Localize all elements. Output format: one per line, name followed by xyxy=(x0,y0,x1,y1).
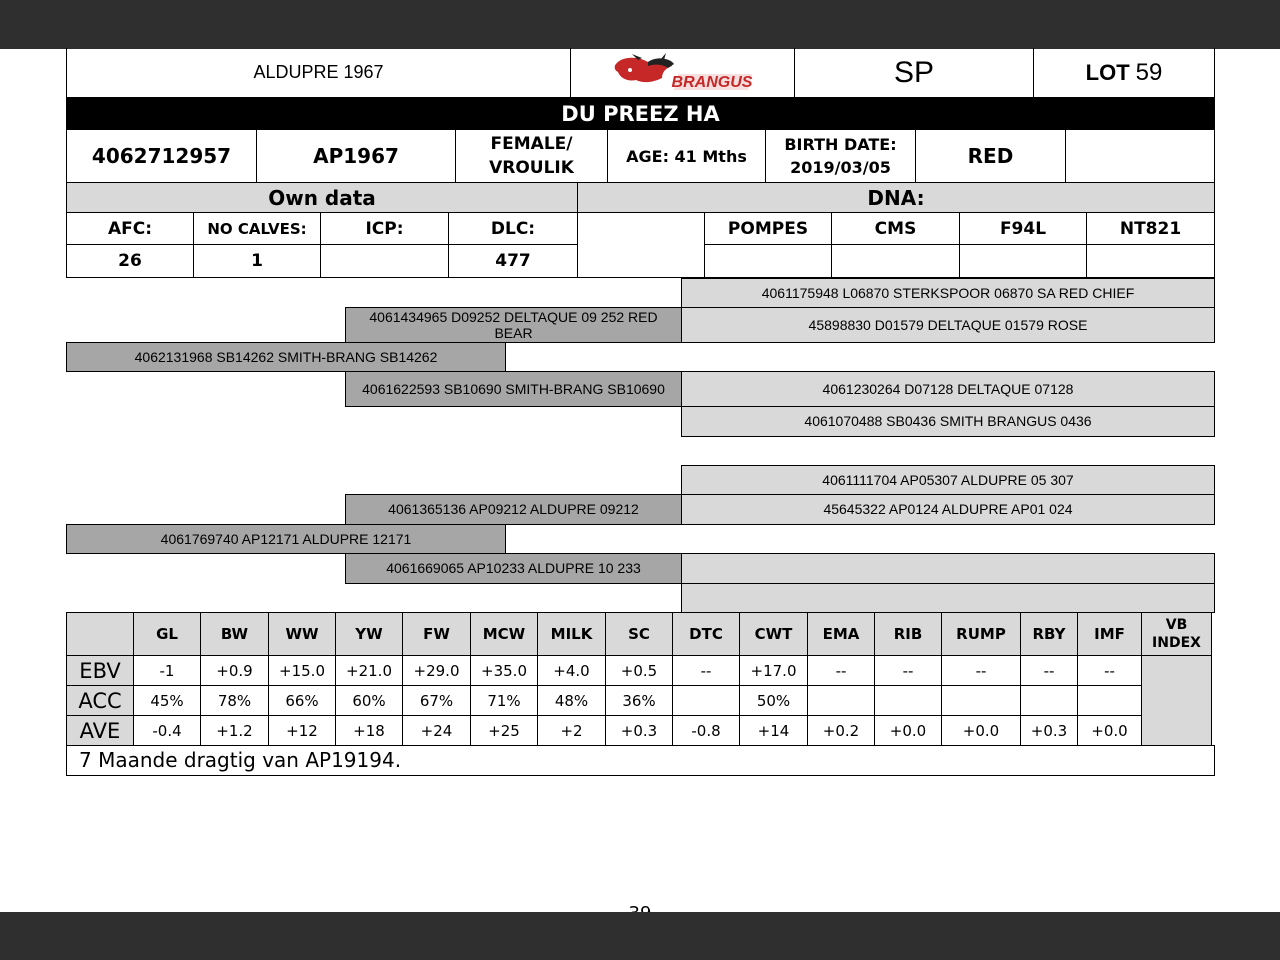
acc-value-cell xyxy=(875,686,942,716)
vb-index-label-1: VB xyxy=(1165,617,1188,633)
icp-value-cell xyxy=(320,244,449,278)
dna-header-pompes xyxy=(704,212,832,245)
colour-cell xyxy=(915,129,1066,183)
ebv-value-cell: -- xyxy=(673,656,740,686)
ave-value-cell: +0.0 xyxy=(942,716,1021,746)
ebv-row-label: EBV xyxy=(67,656,134,686)
dna-title xyxy=(577,182,1215,213)
pedigree-dsd-text: 45645322 AP0124 ALDUPRE AP01 024 xyxy=(823,501,1073,517)
ebv-header-cell: YW xyxy=(336,613,403,656)
ebv-header-cell: SC xyxy=(606,613,673,656)
breeder-bar xyxy=(66,97,1215,130)
dna-header-pompes-text: POMPES xyxy=(727,218,809,239)
dlc-header-text: DLC: xyxy=(490,218,536,239)
ebv-table xyxy=(66,612,1212,746)
pedigree-dam-sire-dam xyxy=(681,494,1215,525)
grade-cell xyxy=(794,48,1034,98)
pedigree-dam-dam-sire xyxy=(681,553,1215,584)
ave-value-cell: +24 xyxy=(403,716,471,746)
ave-value-cell: +2 xyxy=(538,716,606,746)
lot-label: LOT xyxy=(1085,59,1130,85)
pedigree-sire-dam-dam xyxy=(681,406,1215,437)
ebv-value-cell: +15.0 xyxy=(269,656,336,686)
pedigree-dam-text: 4061769740 AP12171 ALDUPRE 12171 xyxy=(160,530,412,547)
afc-header-text: AFC: xyxy=(107,218,153,239)
no-calves-header-text: NO CALVES: xyxy=(207,219,307,238)
dna-header-cms-text: CMS xyxy=(874,218,917,239)
ebv-header-cell: EMA xyxy=(808,613,875,656)
dna-header-nt821 xyxy=(1086,212,1215,245)
vb-index-header xyxy=(1142,613,1212,656)
acc-value-cell: 66% xyxy=(269,686,336,716)
ave-value-cell: +0.3 xyxy=(606,716,673,746)
ebv-header-cell: IMF xyxy=(1078,613,1142,656)
pedigree-dam-dam xyxy=(345,553,682,584)
pedigree-sire-sire xyxy=(345,307,682,343)
afc-value: 26 xyxy=(118,251,142,271)
ebv-value-cell: -- xyxy=(1021,656,1078,686)
no-calves-value-cell xyxy=(193,244,321,278)
acc-value-cell xyxy=(942,686,1021,716)
acc-value-cell: 50% xyxy=(740,686,808,716)
ebv-value-cell: -1 xyxy=(134,656,201,686)
own-data-title-text: Own data xyxy=(268,185,376,210)
acc-value-cell: 71% xyxy=(471,686,538,716)
animal-name: ALDUPRE 1967 xyxy=(253,62,384,82)
ebv-value-cell: +4.0 xyxy=(538,656,606,686)
dna-value-nt821 xyxy=(1086,244,1215,278)
ave-value-cell: -0.8 xyxy=(673,716,740,746)
pedigree-ss-text: 4061434965 D09252 DELTAQUE 09 252 RED BEAR xyxy=(369,309,658,341)
ebv-header-cell: GL xyxy=(134,613,201,656)
ebv-header-cell: MCW xyxy=(471,613,538,656)
registration-number-cell xyxy=(66,129,257,183)
pedigree-ssd-text: 45898830 D01579 DELTAQUE 01579 ROSE xyxy=(808,316,1088,333)
ebv-header-cell: RBY xyxy=(1021,613,1078,656)
dna-value-f94l xyxy=(959,244,1087,278)
ave-value-cell: +0.0 xyxy=(1078,716,1142,746)
brangus-logo-icon xyxy=(608,52,758,94)
viewer-bottom-bar xyxy=(0,912,1280,960)
registration-number: 4062712957 xyxy=(91,144,232,168)
ebv-header-row xyxy=(67,613,1212,656)
ebv-header-cell: RUMP xyxy=(942,613,1021,656)
acc-row-label: ACC xyxy=(67,686,134,716)
ebv-header-corner xyxy=(67,613,134,656)
ave-value-cell: +0.2 xyxy=(808,716,875,746)
acc-value-cell xyxy=(1078,686,1142,716)
ebv-value-cell: -- xyxy=(875,656,942,686)
pedigree-sire-sire-dam xyxy=(681,307,1215,343)
acc-value-cell: 78% xyxy=(201,686,269,716)
animal-id-cell xyxy=(256,129,456,183)
ebv-header-cell: MILK xyxy=(538,613,606,656)
dna-value-pompes xyxy=(704,244,832,278)
dna-header-cms xyxy=(831,212,960,245)
dna-header-nt821-text: NT821 xyxy=(1119,218,1182,239)
ebv-value-cell: +35.0 xyxy=(471,656,538,686)
vb-index-value xyxy=(1142,656,1212,746)
pedigree-sire-sire-sire xyxy=(681,278,1215,308)
lot-number: 59 xyxy=(1135,58,1163,86)
acc-value-cell: 48% xyxy=(538,686,606,716)
dlc-value-cell xyxy=(448,244,578,278)
breeder-name: DU PREEZ HA xyxy=(561,101,720,126)
ave-row xyxy=(67,716,1212,746)
ave-row-label: AVE xyxy=(67,716,134,746)
afc-header xyxy=(66,212,194,245)
pedigree-sire xyxy=(66,342,506,372)
acc-value-cell xyxy=(808,686,875,716)
ebv-header-cell: BW xyxy=(201,613,269,656)
pedigree-sire-dam xyxy=(345,371,682,407)
no-calves-value: 1 xyxy=(251,251,263,271)
pedigree-sd-text: 4061622593 SB10690 SMITH-BRANG SB10690 xyxy=(362,381,665,397)
ebv-row xyxy=(67,656,1212,686)
icp-header xyxy=(320,212,449,245)
ave-value-cell: +0.0 xyxy=(875,716,942,746)
ebv-value-cell: +0.5 xyxy=(606,656,673,686)
pedigree-dam xyxy=(66,524,506,554)
afc-value-cell xyxy=(66,244,194,278)
ave-value-cell: +0.3 xyxy=(1021,716,1078,746)
dlc-value: 477 xyxy=(495,251,531,271)
pedigree-sss-text: 4061175948 L06870 STERKSPOOR 06870 SA RED CHIEF xyxy=(761,284,1135,301)
colour-value: RED xyxy=(967,144,1014,168)
sex-line-2: VROULIK xyxy=(489,158,574,178)
ave-value-cell: +12 xyxy=(269,716,336,746)
logo-cell xyxy=(570,48,795,98)
page-number xyxy=(610,900,670,912)
ebv-value-cell: +0.9 xyxy=(201,656,269,686)
dlc-header xyxy=(448,212,578,245)
pedigree-sdd-text: 4061070488 SB0436 SMITH BRANGUS 0436 xyxy=(804,413,1092,429)
ave-value-cell: +14 xyxy=(740,716,808,746)
ebv-header-cell: DTC xyxy=(673,613,740,656)
acc-value-cell: 60% xyxy=(336,686,403,716)
sex-line-1: FEMALE/ xyxy=(490,134,573,154)
animal-name-cell xyxy=(66,48,571,98)
age-cell xyxy=(607,129,766,183)
birth-date-cell xyxy=(765,129,916,183)
dna-title-text: DNA: xyxy=(867,185,925,210)
pedigree-sds-text: 4061230264 D07128 DELTAQUE 07128 xyxy=(822,380,1074,397)
pedigree-ds-text: 4061365136 AP09212 ALDUPRE 09212 xyxy=(388,501,639,517)
pedigree-dss-text: 4061111704 AP05307 ALDUPRE 05 307 xyxy=(822,471,1074,488)
pregnancy-note: 7 Maande dragtig van AP19194. xyxy=(66,745,1215,776)
dna-value-cms xyxy=(831,244,960,278)
pedigree-dam-sire-sire xyxy=(681,465,1215,495)
acc-value-cell xyxy=(1021,686,1078,716)
pedigree-sire-text: 4062131968 SB14262 SMITH-BRANG SB14262 xyxy=(134,348,438,365)
empty-info-cell xyxy=(1065,129,1215,183)
pedigree-dd-text: 4061669065 AP10233 ALDUPRE 10 233 xyxy=(386,560,641,576)
birth-date-value: 2019/03/05 xyxy=(790,158,891,177)
brand-logo-text: BRANGUS xyxy=(671,73,752,91)
ave-value-cell: -0.4 xyxy=(134,716,201,746)
dna-header-f94l xyxy=(959,212,1087,245)
pedigree-sire-dam-sire xyxy=(681,371,1215,407)
acc-value-cell: 67% xyxy=(403,686,471,716)
acc-value-cell: 45% xyxy=(134,686,201,716)
ebv-value-cell: +17.0 xyxy=(740,656,808,686)
ebv-value-cell: -- xyxy=(1078,656,1142,686)
acc-row xyxy=(67,686,1212,716)
acc-value-cell: 36% xyxy=(606,686,673,716)
age-value: AGE: 41 Mths xyxy=(626,146,747,166)
icp-header-text: ICP: xyxy=(365,218,404,239)
ebv-value-cell: +21.0 xyxy=(336,656,403,686)
ebv-value-cell: -- xyxy=(808,656,875,686)
pedigree-dam-sire xyxy=(345,494,682,525)
lot-cell xyxy=(1033,48,1215,98)
ave-value-cell: +25 xyxy=(471,716,538,746)
ebv-header-cell: FW xyxy=(403,613,471,656)
ebv-header-cell: CWT xyxy=(740,613,808,656)
animal-id: AP1967 xyxy=(313,144,399,168)
acc-value-cell xyxy=(673,686,740,716)
pedigree-dam-dam-dam xyxy=(681,583,1215,613)
birth-date-label: BIRTH DATE: xyxy=(784,135,897,154)
ave-value-cell: +18 xyxy=(336,716,403,746)
grade-value: SP xyxy=(893,55,935,89)
dna-blank-cell xyxy=(577,212,705,278)
no-calves-header xyxy=(193,212,321,245)
ebv-header-cell: WW xyxy=(269,613,336,656)
own-data-title xyxy=(66,182,578,213)
vb-index-label-2: INDEX xyxy=(1152,635,1201,651)
ave-value-cell: +1.2 xyxy=(201,716,269,746)
ebv-header-cell: RIB xyxy=(875,613,942,656)
sex-cell xyxy=(455,129,608,183)
ebv-value-cell: -- xyxy=(942,656,1021,686)
viewer-top-bar xyxy=(0,0,1280,49)
ebv-value-cell: +29.0 xyxy=(403,656,471,686)
dna-header-f94l-text: F94L xyxy=(999,218,1047,239)
